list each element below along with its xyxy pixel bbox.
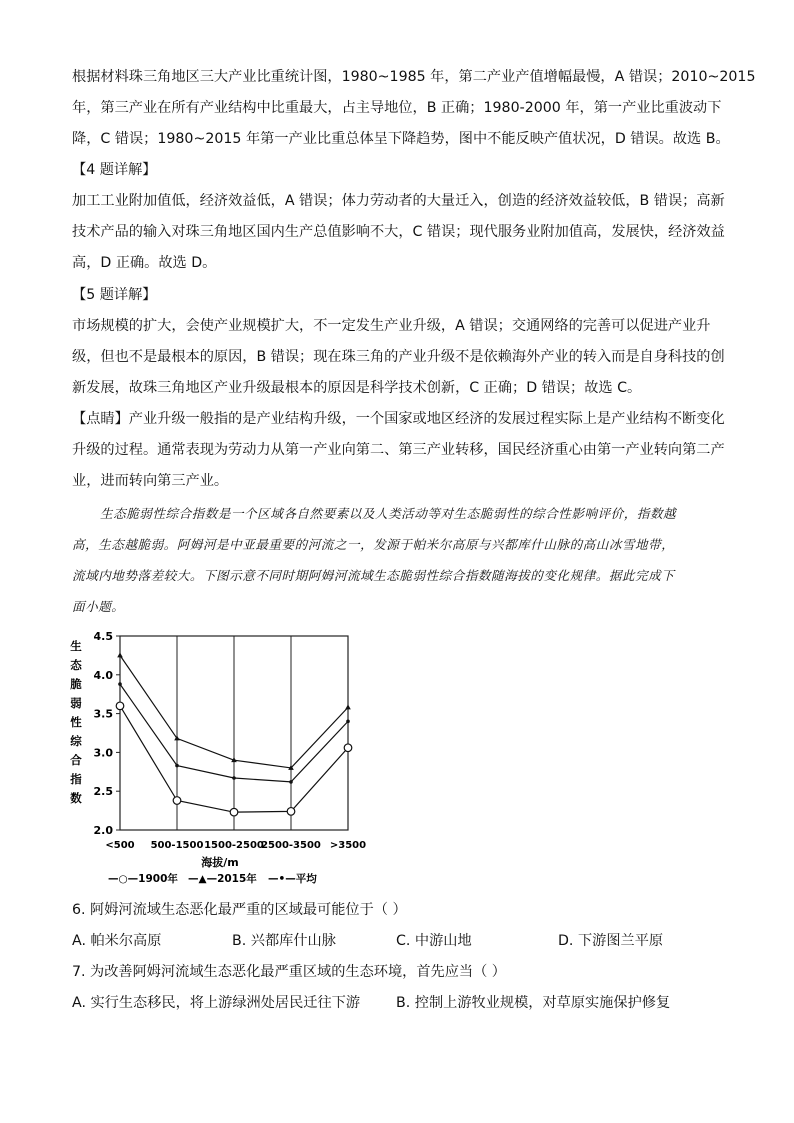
data-point-triangle: [117, 652, 123, 657]
tip-line: 业，进而转向第三产业。: [72, 473, 229, 489]
y-axis-label-char: 态: [70, 658, 82, 672]
q4-heading: 【4 题详解】: [72, 162, 157, 178]
q6-option-a[interactable]: A. 帕米尔高原: [72, 933, 162, 949]
data-point-circle: [116, 702, 124, 710]
q5-line: 级，但也不是最根本的原因，B 错误；现在珠三角的产业升级不是依赖海外产业的转入而是自身科技的创: [72, 349, 725, 365]
q5-analysis: [72, 311, 725, 404]
tip-paragraph: [72, 404, 725, 497]
q7-option-b[interactable]: B. 控制上游牧业规模，对草原实施保护修复: [396, 995, 671, 1011]
tip-line: 【点睛】产业升级一般指的是产业结构升级，一个国家或地区经济的发展过程实际上是产业结构不断变化: [72, 411, 725, 427]
material-line: 面小题。: [72, 599, 125, 614]
y-axis-label-char: 综: [70, 734, 82, 748]
data-point-dot: [346, 720, 350, 724]
y-tick-label: 4.0: [93, 668, 113, 682]
x-tick-label: 1500-2500: [204, 840, 264, 851]
y-tick-label: 4.5: [93, 630, 113, 643]
chart-legend: [108, 872, 317, 885]
material-paragraph: [72, 498, 722, 622]
data-point-triangle: [345, 704, 351, 709]
q4-analysis: [72, 186, 725, 279]
data-point-dot: [232, 776, 236, 780]
vulnerability-chart: [68, 630, 368, 890]
q6-option-b[interactable]: B. 兴都库什山脉: [232, 933, 336, 949]
data-point-dot: [289, 780, 293, 784]
analysis-q3-line: 降，C 错误；1980~2015 年第一产业比重总体呈下降趋势，图中不能反映产值状况，D 错误。故选 B。: [72, 131, 730, 147]
legend-entry: —▲—2015年: [188, 873, 257, 885]
question-7-stem: 7. 为改善阿姆河流域生态恶化最严重区域的生态环境，首先应当（ ）: [72, 964, 506, 980]
q5-line: 新发展，故珠三角地区产业升级最根本的原因是科学技术创新，C 正确；D 错误；故选 C。: [72, 380, 642, 396]
y-tick-label: 3.5: [93, 707, 113, 721]
x-tick-label: >3500: [329, 840, 367, 851]
y-axis-label-char: 性: [70, 715, 82, 729]
q4-line: 高，D 正确。故选 D。: [72, 255, 217, 271]
data-point-circle: [173, 797, 181, 805]
q5-line: 市场规模的扩大，会使产业规模扩大，不一定发生产业升级，A 错误；交通网络的完善可以促进产业升: [72, 318, 711, 334]
q4-line: 技术产品的输入对珠三角地区国内生产总值影响不大，C 错误；现代服务业附加值高，发展快，经济效益: [72, 224, 725, 240]
chart-y-label: [69, 639, 82, 805]
x-tick-label: 500-1500: [150, 840, 204, 851]
y-tick-label: 3.0: [93, 746, 113, 760]
data-point-dot: [175, 764, 179, 768]
x-tick-label: 2500-3500: [261, 840, 321, 851]
y-axis-label-char: 指: [70, 772, 82, 786]
y-axis-label-char: 数: [70, 791, 82, 805]
legend-entry: —•—平均: [268, 873, 317, 885]
tip-line: 升级的过程。通常表现为劳动力从第一产业向第二、第三产业转移，国民经济重心由第一产业转向第二产: [72, 442, 725, 458]
x-tick-label: <500: [105, 840, 135, 851]
y-tick-label: 2.5: [93, 785, 113, 799]
analysis-q3-line: 年，第三产业在所有产业结构中比重最大，占主导地位，B 正确；1980-2000 年，第一产业比重波动下: [72, 100, 722, 116]
chart-x-ticks: [105, 840, 366, 851]
y-tick-label: 2.0: [93, 824, 113, 837]
q7-option-a[interactable]: A. 实行生态移民，将上游绿洲处居民迁往下游: [72, 995, 361, 1011]
analysis-q3-line: 根据材料珠三角地区三大产业比重统计图，1980~1985 年，第二产业产值增幅最慢，A 错误；2010~2015: [72, 69, 756, 85]
material-line: 生态脆弱性综合指数是一个区域各自然要素以及人类活动等对生态脆弱性的综合性影响评价，指数越: [100, 506, 677, 521]
data-point-circle: [230, 808, 238, 816]
data-point-dot: [118, 682, 122, 686]
data-point-circle: [287, 808, 295, 816]
y-axis-label-char: 生: [70, 639, 82, 653]
legend-entry: —○—1900年: [108, 873, 178, 885]
chart-x-label: 海拔/m: [201, 856, 239, 869]
material-line: 高，生态越脆弱。阿姆河是中亚最重要的河流之一，发源于帕米尔高原与兴都库什山脉的高山冰雪地带，: [72, 537, 675, 552]
chart-svg: [68, 630, 368, 890]
q5-heading: 【5 题详解】: [72, 287, 157, 303]
q6-option-d[interactable]: D. 下游图兰平原: [558, 933, 664, 949]
y-axis-label-char: 脆: [70, 677, 82, 691]
material-line: 流域内地势落差较大。下图示意不同时期阿姆河流域生态脆弱性综合指数随海拔的变化规律。据此完成下: [72, 568, 675, 583]
q4-line: 加工工业附加值低，经济效益低，A 错误；体力劳动者的大量迁入，创造的经济效益较低，B 错误；高新: [72, 193, 725, 209]
y-axis-label-char: 合: [70, 753, 82, 767]
chart-y-ticks: [94, 630, 121, 837]
analysis-q3: [72, 62, 756, 155]
data-point-circle: [344, 744, 352, 752]
q6-option-c[interactable]: C. 中游山地: [396, 933, 472, 949]
question-6-stem: 6. 阿姆河流域生态恶化最严重的区域最可能位于（ ）: [72, 902, 407, 918]
y-axis-label-char: 弱: [70, 696, 82, 710]
